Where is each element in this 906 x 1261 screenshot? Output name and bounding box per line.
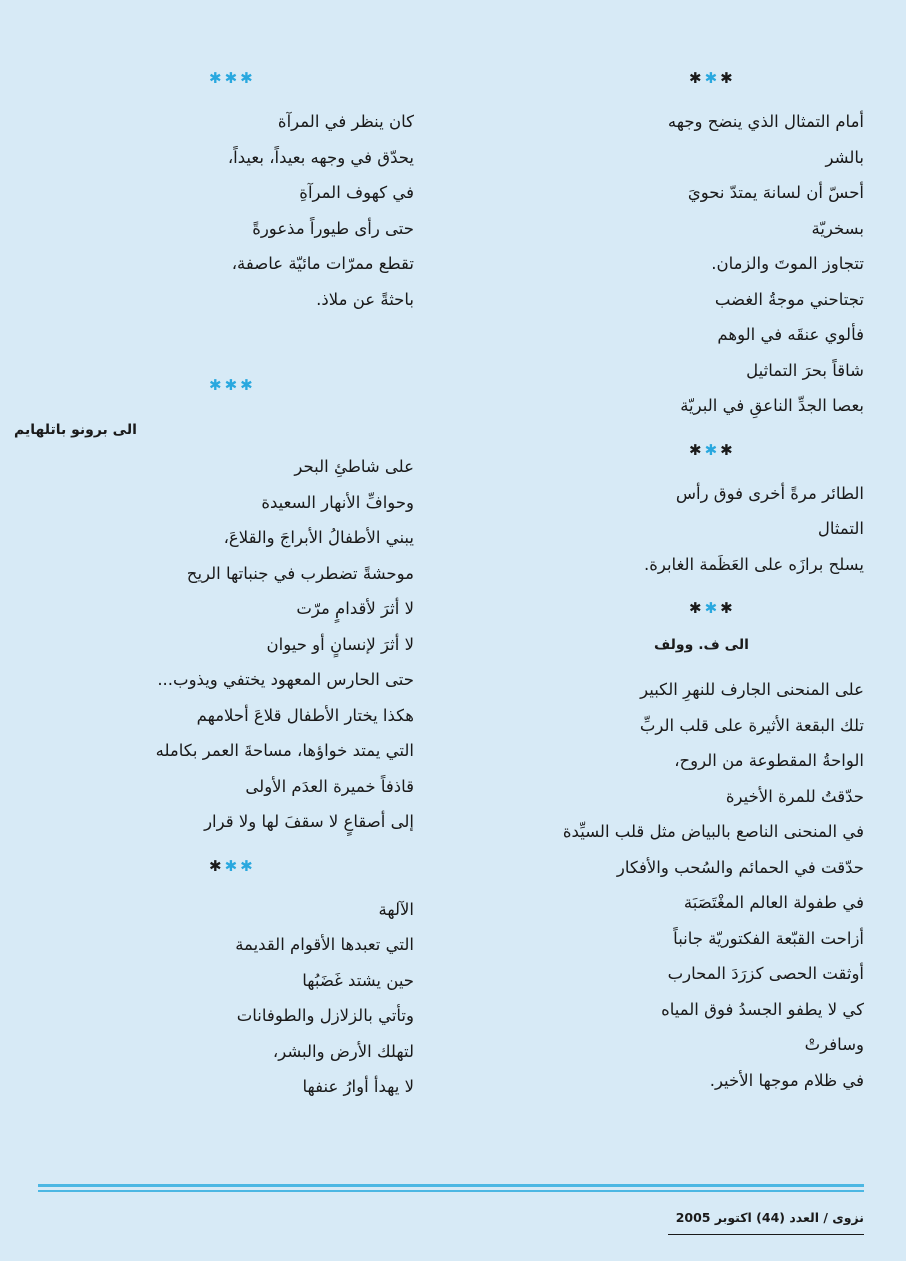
separator-star-icon: ✱ [689,69,705,87]
poem-line: يبني الأطفالُ الأبراجَ والقلاعَ، [223,528,414,547]
poem-line: تتجاوز الموتَ والزمان. [711,254,864,273]
separator-star-icon: ✱ [704,599,721,617]
poem-line: هكذا يختار الأطفال قلاعَ أحلامهم [196,705,414,725]
section-separator [464,432,864,468]
poem-line: باحثةً عن ملاذ. [316,289,414,309]
poem-line: على المنحنى الجارف للنهرِ الكبير [640,680,864,699]
poem-line: وسافرتْ [804,1035,864,1054]
poem-line: لا أثرَ لأقدامٍ مرّت [296,599,414,618]
section-separator [14,367,414,403]
poem-line: بعصا الجدِّ الناعقِ في البريّة [680,396,864,415]
separator-star-icon: ✱ [224,69,241,87]
poem-line: يسلح برازَه على العَظَمة الغابرة. [643,554,864,574]
separator-star-icon: ✱ [720,69,736,87]
poem-line: شاقاً بحرَ التماثيل [746,360,864,380]
separator-star-icon: ✱ [704,440,721,459]
separator-star-icon: ✱ [689,599,705,617]
poem-line: في ظلام موجها الأخير. [709,1070,864,1090]
poem-line: على شاطئِ البحر [294,457,414,476]
poem-stanza [464,104,864,424]
poem-line: تقطع ممرّات مائيّة عاصفة، [231,254,414,273]
poem-line: لا أثرَ لإنسانٍ أو حيوان [266,634,414,654]
poem-line: أوثقت الحصى كزرَدَ المحارب [667,964,864,983]
issue-footer: نزوى / العدد (44) اكتوبر 2005 [675,1210,864,1225]
poem-line: أزاحت القبّعة الفكتوريّة جانباً [673,928,864,948]
poem-line: بالشر [825,147,864,167]
separator-star-icon: ✱ [224,376,241,394]
poem-dedication: الى برونو باتلهايم [14,422,137,438]
footer-divider [38,1184,864,1192]
poem-stanza [464,672,864,1098]
poem-line: حدّقت في الحمائم والسُحب والأفكار [616,857,864,877]
poem-line: فألوي عنقَه في الوهم [717,325,864,344]
separator-star-icon: ✱ [240,376,256,394]
poem-line: يحدّق في وجهه بعيداً، بعيداً، [227,147,414,167]
poem-stanza [14,104,414,317]
poem-stanza [14,892,414,1105]
poem-line: في طفولة العالم المغْتَصَبَة [683,893,864,912]
poem-column-right [464,60,864,1098]
poem-line: التي تعبدها الأقوام القديمة [235,935,414,954]
poem-line: التمثال [817,519,864,538]
separator-star-icon: ✱ [224,856,241,875]
poem-line: تجتاحني موجةُ الغضب [714,289,864,309]
separator-star-icon: ✱ [209,376,225,394]
poem-line: حتى الحارس المعهود يختفي ويذوب... [157,670,414,689]
separator-star-icon: ✱ [689,440,705,459]
poem-line: حدّقتُ للمرة الأخيرة [725,786,864,806]
poem-column-left [14,60,414,1105]
section-separator [14,60,414,96]
footer-underline [668,1234,864,1235]
divider-line [38,1184,864,1187]
poem-line: بسخريّة [811,218,864,238]
poem-line: لتهلك الأرض والبشر، [272,1041,414,1061]
poem-line: لا يهدأ أوارُ عنفها [302,1077,414,1096]
separator-star-icon: ✱ [720,599,736,617]
section-separator [464,60,864,96]
poem-dedication: الى ف. وولف [654,637,749,653]
separator-star-icon: ✱ [240,856,256,875]
poem-line: الطائر مرةً أخرى فوق رأس [675,483,864,503]
poem-line: في المنحنى الناصع بالبياض مثل قلب السيِّدة [562,822,864,841]
poem-line: الآلهة [378,899,414,919]
poem-line: وتأتي بالزلازل والطوفانات [236,1006,414,1025]
poem-line: حتى رأى طيوراً مذعورةً [252,218,414,238]
poem-line: موحشةً تضطرب في جنباتها الريح [186,563,414,583]
divider-line [38,1190,864,1192]
poem-line: حين يشتد غَضَبُها [302,970,414,990]
poem-stanza [464,476,864,583]
poem-line: وحوافِّ الأنهار السعيدة [261,492,414,512]
poem-line: تلك البقعة الأثيرة على قلب الربِّ [639,715,864,735]
poem-line: كان ينظر في المرآة [277,112,414,131]
poem-line: الواحةُ المقطوعة من الروح، [674,751,864,770]
separator-star-icon: ✱ [209,69,225,87]
section-separator [464,590,864,626]
poem-line: التي يمتد خواؤها، مساحةَ العمر بكامله [155,741,414,760]
separator-star-icon: ✱ [209,856,225,875]
poem-stanza [14,449,414,840]
poem-line: قاذفاً خميرة العدَم الأولى [245,776,414,796]
separator-star-icon: ✱ [240,69,256,87]
poem-line: في كهوف المرآةِ [299,183,414,202]
poem-line: أمام التمثال الذي ينضح وجهه [667,112,864,131]
separator-star-icon: ✱ [704,69,721,87]
separator-star-icon: ✱ [720,440,736,459]
poem-line: كي لا يطفو الجسدُ فوق المياه [661,999,864,1019]
section-separator [14,848,414,884]
poem-line: إلى أصقاعٍ لا سقفَ لها ولا قرار [204,812,414,831]
poem-line: أحسّ أن لسانهَ يمتدّ نحويَ [687,183,864,202]
